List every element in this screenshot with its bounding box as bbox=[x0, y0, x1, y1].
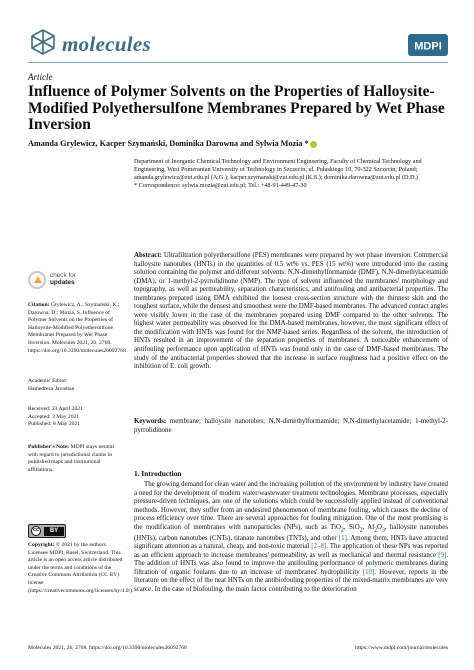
reference-link[interactable]: [9] bbox=[438, 551, 447, 559]
footer-citation[interactable]: Molecules 2021, 26, 2768. https://doi.org/10.3390/molecules26092768 bbox=[28, 645, 187, 651]
copyright-block bbox=[28, 542, 134, 595]
intro-text-5: , halloysite nanotubes (HNTs), carbon nanotubes (CNTs), titanate nanotubes (TNTs), and other bbox=[134, 523, 448, 542]
accepted-date: Accepted: 3 May 2021 bbox=[28, 413, 80, 420]
page-footer bbox=[28, 645, 448, 651]
check-updates-bookmark-icon bbox=[34, 276, 42, 283]
journal-name: molecules bbox=[62, 32, 152, 56]
intro-text-1: The growing demand for clean water and the increasing pollution of the environment by industry have created a need for the development of modern water/wastewater treatment technologies. Membrane processes, especially pressure-driven techniques, are one of the solutions which could be successfully applied instead of conventional methods. However, they suffer from an undesired phenomenon of membrane fouling, which causes the decline of process efficiency over time. There are several approaches for fouling mitigation. One of the most promising is the modification of membranes with nanoparticles (NPs), such as TiO bbox=[134, 481, 448, 531]
academic-editor-block bbox=[28, 378, 124, 393]
header-divider bbox=[28, 62, 448, 63]
reference-link[interactable]: [1] bbox=[338, 534, 347, 542]
footer-journal-url[interactable]: https://www.mdpi.com/journal/molecules bbox=[355, 645, 448, 651]
keywords bbox=[134, 418, 448, 435]
introduction-paragraph bbox=[134, 481, 448, 594]
received-date: Received: 23 April 2021 bbox=[28, 406, 83, 412]
copyright-text: © 2021 by the authors. Licensee MDPI, Basel, Switzerland. This article is an open access article distributed under the terms and conditions of the Creative Commons Attribution (CC BY) license (https://creativecommons.org/licenses/by/4.0/). bbox=[28, 542, 134, 594]
affiliation-text: Department of Inorganic Chemical Technology and Environment Engineering, Faculty of Chemical Technology and Engineering, West Pomeranian University of Technology in Szczecin, ul. Pułaskiego 10, 70-322 Szczecin, Poland; amanda.grylewicz@zut.edu.pl (A.G.); kacper.szymanski@zut.edu.pl (K.S.); dominika.darowna@zut.edu.pl (D.D.) bbox=[134, 158, 422, 181]
journal-logo-icon bbox=[28, 28, 58, 56]
editor-label: Academic Editor: bbox=[28, 378, 68, 384]
cc-icon: cc bbox=[31, 526, 41, 536]
abstract bbox=[134, 252, 448, 372]
intro-text-3: , Al bbox=[362, 523, 375, 531]
subscript: 3 bbox=[382, 527, 385, 534]
article-title: Influence of Polymer Solvents on the Properties of Halloysite-Modified Polyethersulfone Membranes Prepared by Wet Phase Inversion bbox=[28, 83, 445, 133]
check-updates-text bbox=[50, 272, 76, 287]
author-list bbox=[28, 139, 448, 148]
check-updates-line2: updates bbox=[50, 279, 75, 287]
abstract-text: Ultrafiltration polyethersulfone (PES) membranes were prepared by wet phase inversion. Commercial halloysite nanotubes (HNTs) in the quantities of 0.5 wt% vs. PES (15 wt%) were introduced into the casting solution containing the polymer and different solvents: N,N-dimethylformamide (DMF), N,N-dimethylacetamide (DMA), or 1-methyl-2-pyrrolidinone (NMP). The type of solvent influenced the membranes' morphology and topography, as well as permeability, separation characteristics, and antifouling and antibacterial properties. The membranes prepared using DMA exhibited the loosest cross-section structure with the thinnest skin and the roughest surface, while the densest and smoothest were the DMF-based membranes. The advanced contact angles were visibly lower in the case of the membranes prepared using DMF compared to the other solvents. The highest water permeability was observed for the DMA-based membranes, however, the most significant effect of the modification with HNTs was found for the NMP-based series. Regardless of the solvent, the introduction of HNTs resulted in an improvement of the separation properties of membranes. A noticeable enhancement of antifouling performance upon application of HNTs was found only in the case of DMF-based membranes. The study of the antibacterial properties showed that the increase in surface roughness had a positive effect on the inhibition of E. coli growth. bbox=[134, 252, 448, 371]
orcid-icon[interactable] bbox=[310, 141, 317, 148]
subscript: 2 bbox=[374, 527, 378, 534]
intro-text-7: . The application of these NPs was reported as an efficient approach to increase membranes' permeability, as well as mechanical and thermal resistance bbox=[134, 543, 449, 559]
section-heading: 1. Introduction bbox=[134, 469, 182, 478]
citation-text: Grylewicz, A.; Szymański, K.; Darowna, D.; Mozia, S. Influence of Polymer Solvents on the Properties of Halloysite-Modified Polyethersulfone Membranes Prepared by Wet Phase Inversion. Molecules 2021, 26, 2768. https://doi.org/10.3390/molecules26092768 bbox=[28, 302, 126, 354]
cc-by-license-badge[interactable] bbox=[28, 524, 66, 538]
copyright-label: Copyright: bbox=[28, 542, 55, 548]
publisher-note-text: MDPI stays neutral with regard to jurisdictional claims in published maps and institutional affiliations. bbox=[28, 444, 115, 473]
intro-text-9: . However, reports in the literature on the effect of the neat HNTs on the antibiofouling properties of the mixed-matrix membranes are very scarce. In the case of biofouling, the main factor contributing to the deterioration bbox=[134, 568, 448, 593]
check-updates-line1: check for bbox=[50, 272, 76, 279]
citation-label: Citation: bbox=[28, 302, 50, 308]
subscript: 2 bbox=[341, 527, 344, 534]
abstract-label: Abstract: bbox=[134, 252, 162, 259]
by-icon: BY bbox=[44, 527, 64, 536]
keywords-label: Keywords: bbox=[134, 418, 167, 425]
intro-text-4: O bbox=[377, 523, 382, 531]
intro-text-6: . Among them, HNTs have attracted significant attention as a natural, cheap, and non-toxic material bbox=[134, 534, 448, 551]
reference-link[interactable]: [2–8] bbox=[311, 543, 327, 551]
article-type: Article bbox=[28, 72, 53, 82]
reference-link[interactable]: [10] bbox=[362, 568, 375, 576]
editor-name: Hamedreza Javadian bbox=[28, 385, 75, 392]
publisher-note-label: Publisher's Note: bbox=[28, 444, 70, 450]
check-for-updates-badge[interactable] bbox=[28, 270, 98, 294]
citation-block bbox=[28, 302, 124, 355]
correspondence-text: * Correspondence: sylwia.mozia@zut.edu.pl; Tel.: +48-91-449-47-30 bbox=[134, 182, 307, 189]
affiliation-block bbox=[134, 158, 448, 190]
intro-text-8: . The addition of HNTs was also found to improve the antifouling performance of polymeric membranes during filtration of organic foulants due to an increase of membranes' hydrophilicity bbox=[134, 551, 448, 576]
intro-text-2: , SiO bbox=[343, 523, 360, 531]
mdpi-logo-text: MDPI bbox=[414, 40, 442, 53]
publisher-note-block bbox=[28, 444, 124, 474]
published-date: Published: 8 May 2021 bbox=[28, 421, 81, 428]
mdpi-logo-icon bbox=[408, 34, 448, 56]
subscript: 2 bbox=[359, 527, 363, 534]
dates-block bbox=[28, 406, 124, 429]
author-names: Amanda Grylewicz, Kacper Szymański, Dominika Darowna and Sylwia Mozia * bbox=[28, 139, 309, 148]
keywords-text: membrane; halloysite nanotubes; N,N-dimethylformamide; N,N-dimethylacetamide; 1-methyl-2-pyrrolidinone bbox=[134, 418, 448, 434]
